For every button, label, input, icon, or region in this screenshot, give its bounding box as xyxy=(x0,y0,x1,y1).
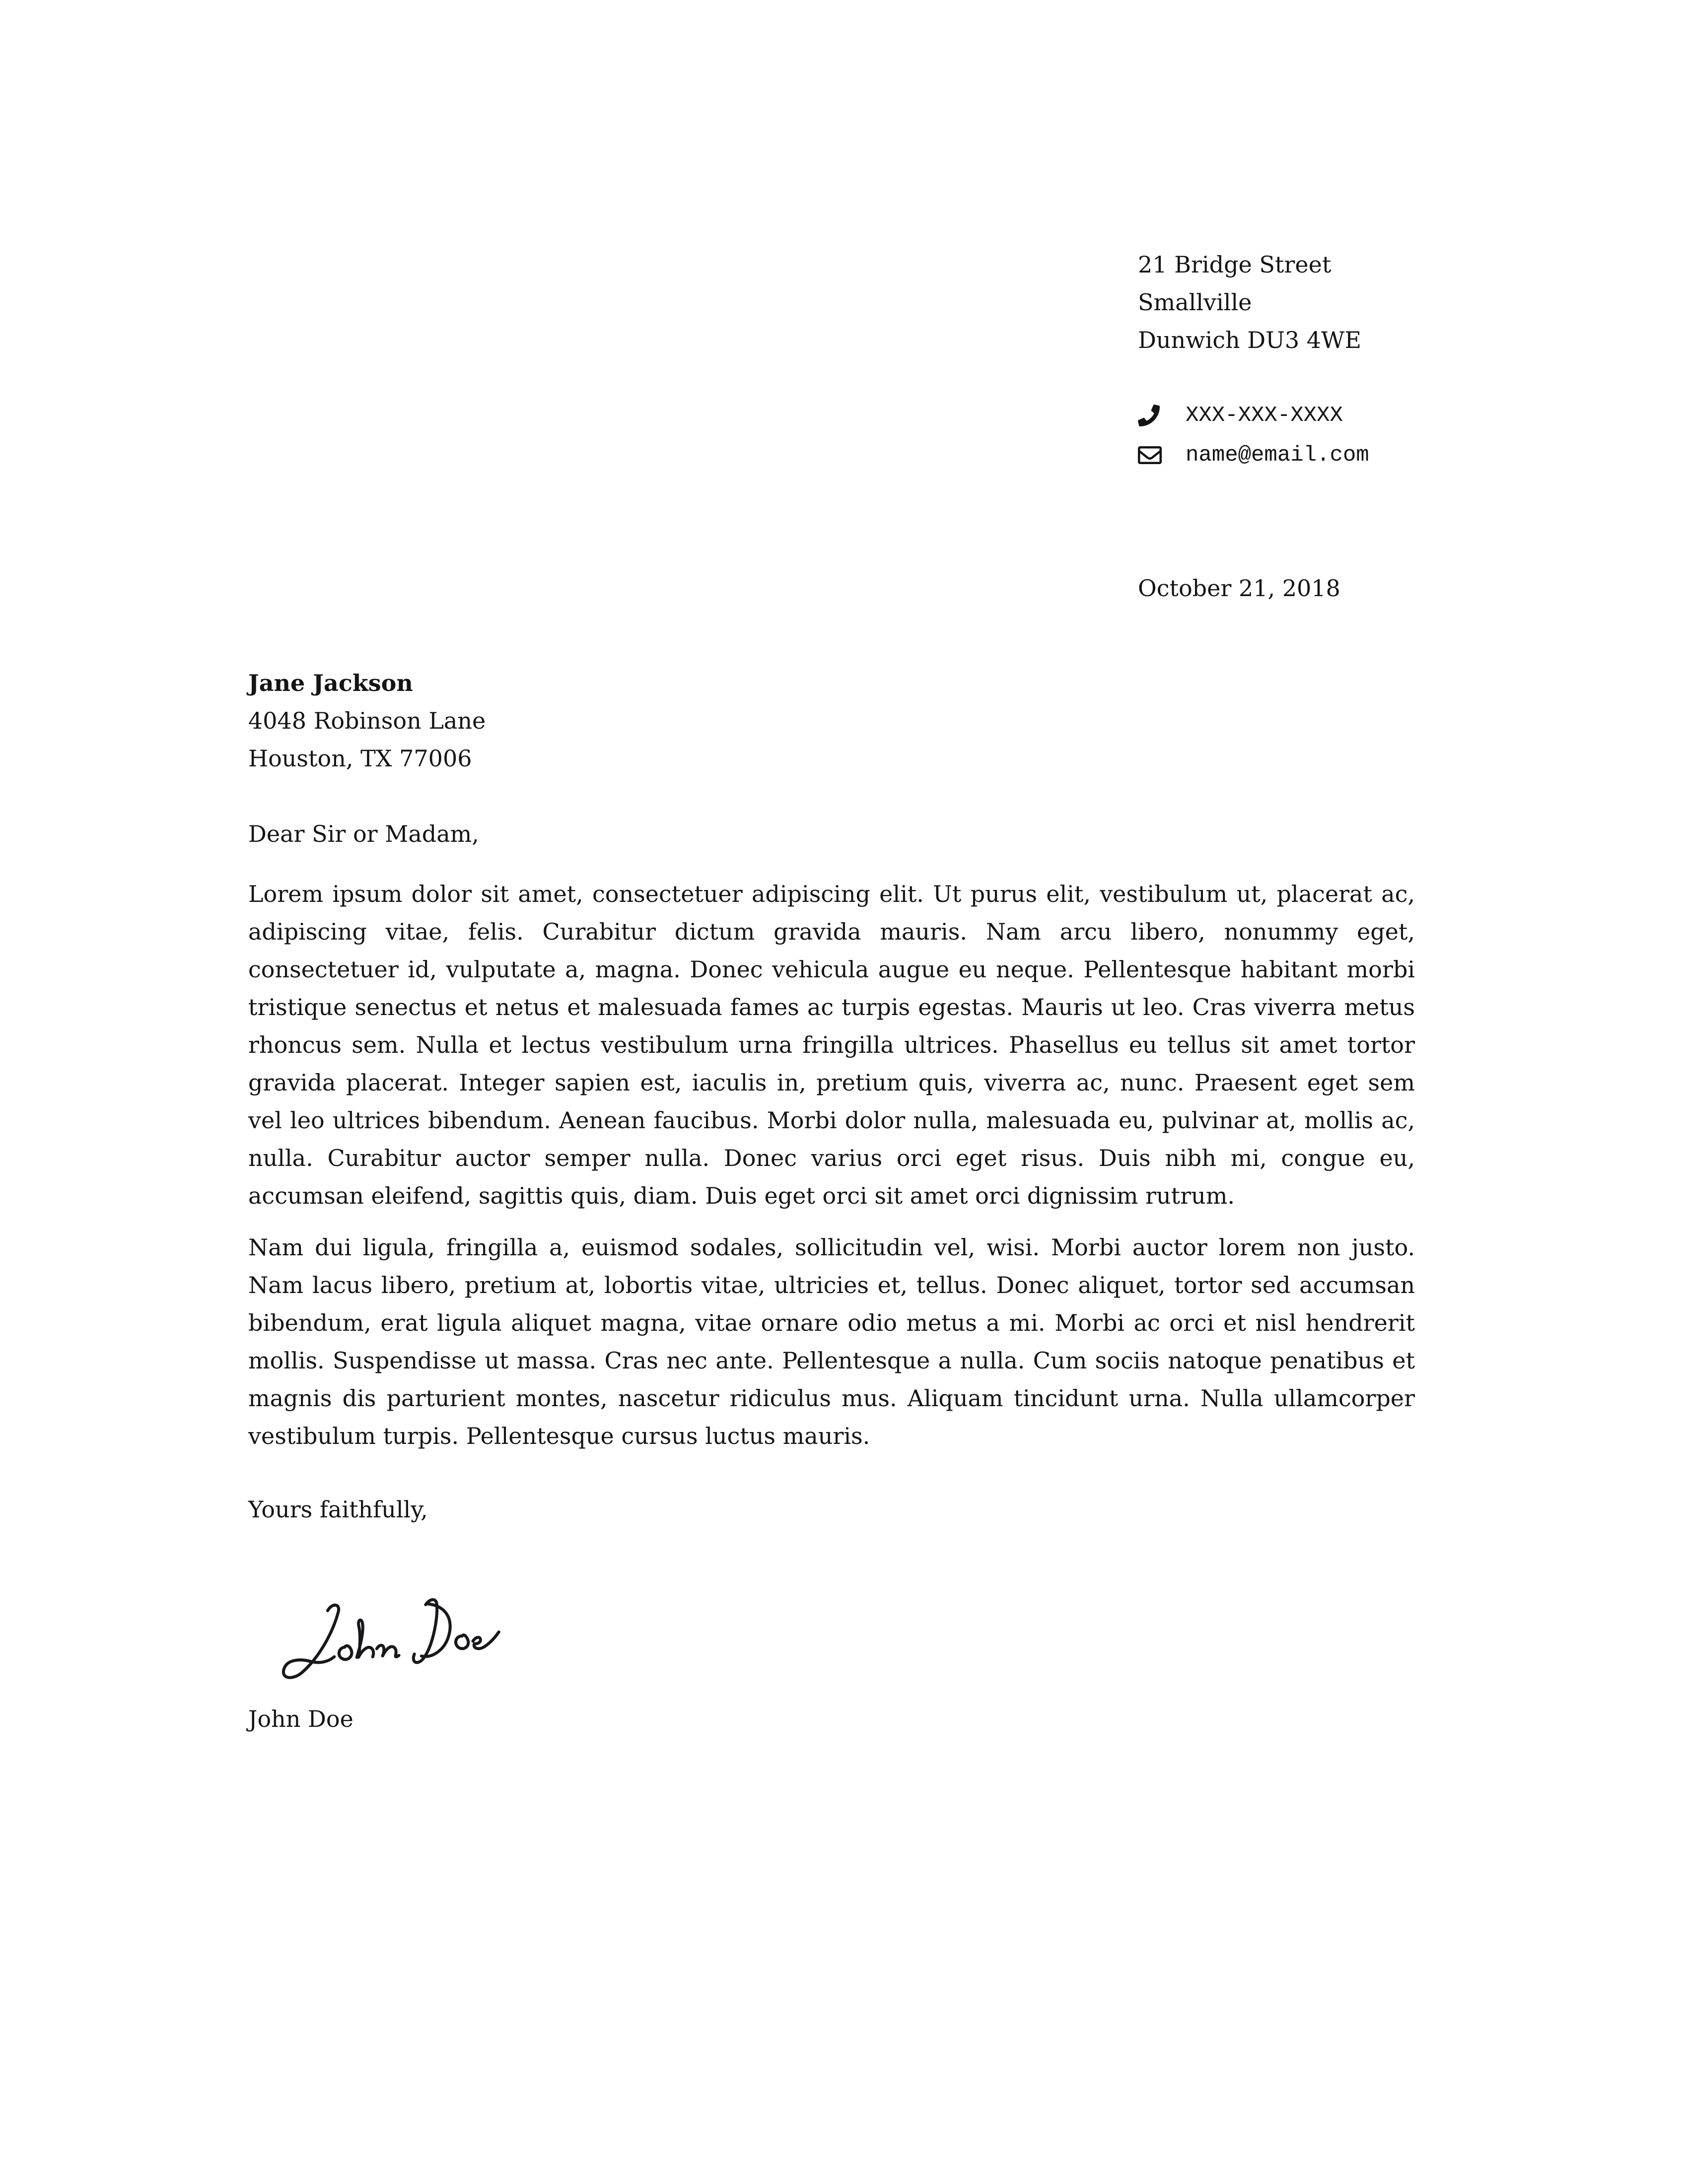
email-row xyxy=(1138,435,1415,475)
phone-number: XXX-XXX-XXXX xyxy=(1186,403,1343,428)
letter-header-block xyxy=(1138,246,1415,607)
phone-icon xyxy=(1138,405,1173,426)
recipient-address-line-1: 4048 Robinson Lane xyxy=(248,707,486,734)
sender-contact xyxy=(1138,396,1415,475)
email-icon xyxy=(1138,443,1173,467)
handwritten-signature xyxy=(257,1602,515,1695)
sender-address-line-1: 21 Bridge Street xyxy=(1138,251,1332,278)
recipient-address-line-2: Houston, TX 77006 xyxy=(248,745,472,772)
sender-address xyxy=(1138,246,1415,359)
body-paragraph-1: Lorem ipsum dolor sit amet, consectetuer adipiscing elit. Ut purus elit, vestibulum ut, placerat ac, adipiscing vitae, felis. Curabitur dictum gravida mauris. Nam arcu libero, nonummy eget, consectetuer id, vulputate a, magna. Donec vehicula augue eu neque. Pellentesque habitant morbi tristique senectus et netus et malesuada fames ac turpis egestas. Mauris ut leo. Cras viverra metus rhoncus sem. Nulla et lectus vestibulum urna fringilla ultrices. Phasellus eu tellus sit amet tortor gravida placerat. Integer sapien est, iaculis in, pretium quis, viverra ac, nunc. Praesent eget sem vel leo ultrices bibendum. Aenean faucibus. Morbi dolor nulla, malesuada eu, pulvinar at, mollis ac, nulla. Curabitur auctor semper nulla. Donec varius orci eget risus. Duis nibh mi, congue eu, accumsan eleifend, sagittis quis, diam. Duis eget orci sit amet orci dignissim rutrum. xyxy=(248,881,1415,1209)
sender-address-line-2: Smallville xyxy=(1138,289,1252,316)
phone-row xyxy=(1138,396,1415,435)
closing-phrase: Yours faithfully, xyxy=(248,1496,428,1523)
letter-date: October 21, 2018 xyxy=(1138,575,1340,602)
recipient-address xyxy=(248,664,1415,777)
sender-address-line-3: Dunwich DU3 4WE xyxy=(1138,327,1361,353)
signer-typed-name: John Doe xyxy=(248,1706,353,1732)
email-address: name@email.com xyxy=(1186,443,1369,468)
signature-strokes-icon xyxy=(249,1579,514,1694)
salutation: Dear Sir or Madam, xyxy=(248,820,479,847)
body-paragraph-2: Nam dui ligula, fringilla a, euismod sodales, sollicitudin vel, wisi. Morbi auctor lorem non justo. Nam lacus libero, pretium at, lobortis vitae, ultricies et, tellus. Donec aliquet, tortor sed accumsan bibendum, erat ligula aliquet magna, vitae ornare odio metus a mi. Morbi ac orci et nisl hendrerit mollis. Suspendisse ut massa. Cras nec ante. Pellentesque a nulla. Cum sociis natoque penatibus et magnis dis parturient montes, nascetur ridiculus mus. Aliquam tincidunt urna. Nulla ullamcorper vestibulum turpis. Pellentesque cursus luctus mauris. xyxy=(248,1234,1415,1449)
recipient-name: Jane Jackson xyxy=(248,670,413,696)
